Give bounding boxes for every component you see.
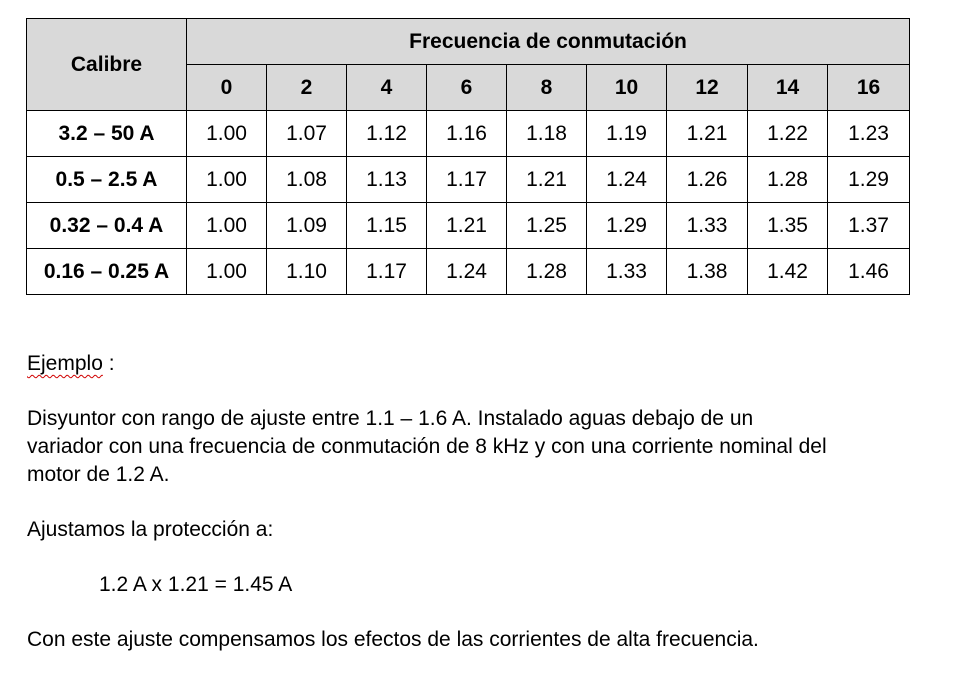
factor-cell: 1.28	[507, 249, 587, 295]
table-header-row	[27, 19, 910, 65]
factor-cell: 1.15	[347, 203, 427, 249]
factor-cell: 1.12	[347, 111, 427, 157]
factor-cell: 1.17	[347, 249, 427, 295]
example-paragraph-line: Disyuntor con rango de ajuste entre 1.1 – 1.6 A. Instalado aguas debajo de un	[27, 407, 754, 430]
factor-cell: 1.22	[748, 111, 828, 157]
frequency-column-header: 0	[187, 65, 267, 111]
formula-text: 1.2 A x 1.21 = 1.45 A	[99, 573, 293, 596]
frequency-column-header: 6	[427, 65, 507, 111]
factor-cell: 1.07	[267, 111, 347, 157]
factor-cell: 1.21	[667, 111, 748, 157]
factor-cell: 1.23	[828, 111, 910, 157]
example-heading-word: Ejemplo	[27, 352, 103, 375]
factor-cell: 1.29	[587, 203, 667, 249]
frequency-column-header: 12	[667, 65, 748, 111]
factor-cell: 1.42	[748, 249, 828, 295]
table-row	[27, 157, 910, 203]
frequency-column-header: 8	[507, 65, 587, 111]
frequency-column-header: 10	[587, 65, 667, 111]
calibre-header: Calibre	[27, 19, 187, 111]
calibre-row-label: 0.16 – 0.25 A	[27, 249, 187, 295]
factor-cell: 1.21	[427, 203, 507, 249]
example-paragraph-line: variador con una frecuencia de conmutación de 8 kHz y con una corriente nominal del	[27, 435, 827, 458]
frequency-column-header: 4	[347, 65, 427, 111]
example-heading-suffix: :	[102, 352, 115, 375]
table-row	[27, 249, 910, 295]
example-heading	[27, 350, 115, 378]
factor-cell: 1.29	[828, 157, 910, 203]
calibre-row-label: 0.5 – 2.5 A	[27, 157, 187, 203]
factor-cell: 1.19	[587, 111, 667, 157]
example-paragraph-line: motor de 1.2 A.	[27, 463, 170, 486]
factor-cell: 1.25	[507, 203, 587, 249]
frequency-group-header: Frecuencia de conmutación	[187, 19, 910, 65]
factor-cell: 1.28	[748, 157, 828, 203]
factor-cell: 1.18	[507, 111, 587, 157]
factor-cell: 1.00	[187, 249, 267, 295]
frequency-column-header: 2	[267, 65, 347, 111]
conclusion-text: Con este ajuste compensamos los efectos de las corrientes de alta frecuencia.	[27, 628, 759, 651]
factor-cell: 1.17	[427, 157, 507, 203]
frequency-column-header: 16	[828, 65, 910, 111]
factor-cell: 1.37	[828, 203, 910, 249]
factor-cell: 1.08	[267, 157, 347, 203]
factor-cell: 1.24	[427, 249, 507, 295]
calibre-row-label: 3.2 – 50 A	[27, 111, 187, 157]
frequency-column-header: 14	[748, 65, 828, 111]
factor-cell: 1.33	[587, 249, 667, 295]
factor-cell: 1.10	[267, 249, 347, 295]
factor-cell: 1.00	[187, 157, 267, 203]
factor-cell: 1.16	[427, 111, 507, 157]
calibre-row-label: 0.32 – 0.4 A	[27, 203, 187, 249]
factor-cell: 1.24	[587, 157, 667, 203]
factor-cell: 1.21	[507, 157, 587, 203]
factor-cell: 1.00	[187, 203, 267, 249]
factor-cell: 1.33	[667, 203, 748, 249]
table-row	[27, 203, 910, 249]
factor-cell: 1.00	[187, 111, 267, 157]
factor-cell: 1.26	[667, 157, 748, 203]
adjust-intro-text: Ajustamos la protección a:	[27, 518, 274, 541]
correction-factor-table	[26, 18, 910, 295]
factor-cell: 1.35	[748, 203, 828, 249]
factor-cell: 1.09	[267, 203, 347, 249]
factor-cell: 1.46	[828, 249, 910, 295]
factor-cell: 1.38	[667, 249, 748, 295]
factor-cell: 1.13	[347, 157, 427, 203]
table-row	[27, 111, 910, 157]
